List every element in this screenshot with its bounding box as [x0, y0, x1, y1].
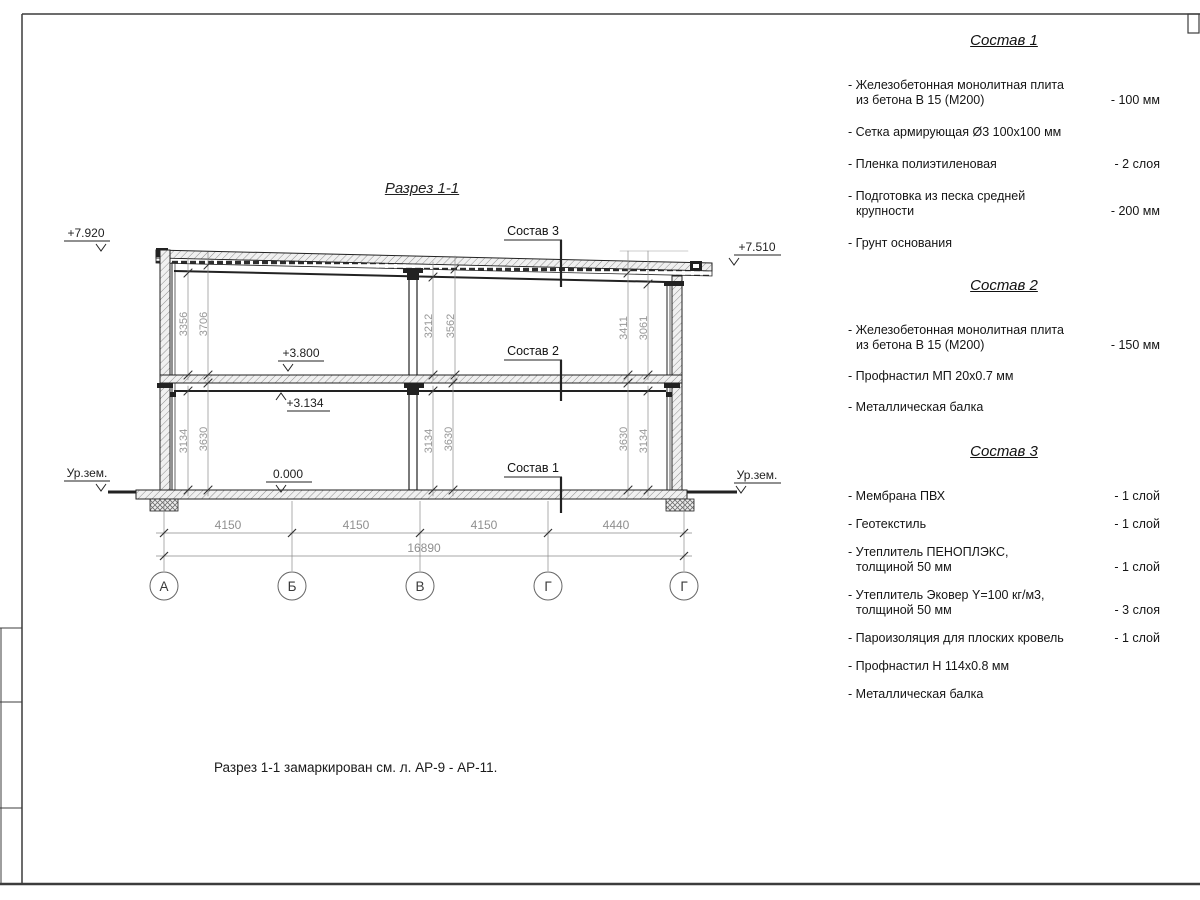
building-structure	[108, 248, 737, 511]
svg-text:+3.800: +3.800	[282, 346, 320, 360]
composition-2-title: Состав 2	[970, 277, 1038, 294]
dim-upper-6: 3061	[637, 315, 650, 341]
list-item: - Сетка армирующая Ø3 100х100 мм	[848, 125, 1062, 139]
ground-level-right	[734, 468, 781, 493]
callout-sostav-3: Состав 3	[507, 224, 559, 238]
composition-3-title: Состав 3	[970, 443, 1038, 460]
dim-upper-3: 3212	[422, 313, 435, 339]
axis-bubbles	[150, 572, 698, 600]
left-wall	[160, 250, 175, 490]
dim-upper-5: 3411	[617, 316, 630, 340]
axis-label-g2: Г	[680, 579, 688, 594]
dim-lower-4: 3630	[442, 426, 455, 452]
elevation-roof-left	[64, 226, 110, 251]
dim-upper-4: 3562	[444, 313, 457, 339]
dim-upper-1: 3356	[177, 311, 190, 337]
list-item: - Металлическая балка	[848, 400, 984, 414]
callout-sostav-2: Состав 2	[507, 344, 559, 358]
foundation-right	[666, 499, 694, 511]
composition-list-1	[848, 32, 1160, 268]
list-item: - Пленка полиэтиленовая - 2 слоя	[848, 157, 1160, 171]
list-item: - Профнастил Н 114х0.8 мм	[848, 659, 1010, 673]
left-margin-boxes	[0, 628, 22, 884]
dim-lower-3: 3134	[422, 428, 435, 454]
list-item: - Утеплитель ПЕНОПЛЭКС, толщиной 50 мм - 1 слой	[848, 545, 1160, 574]
elevation-floor-top	[278, 346, 324, 371]
list-item: - Профнастил МП 20х0.7 мм	[848, 369, 1014, 383]
axis-label-a: А	[159, 579, 169, 594]
callout-sostav-1: Состав 1	[507, 461, 559, 475]
corner-stamp-box	[1188, 14, 1199, 33]
roof	[156, 248, 712, 282]
elevation-beam-bottom	[276, 393, 330, 411]
axis-label-v: В	[415, 579, 425, 594]
elevation-roof-right	[729, 240, 781, 265]
dim-upper-2: 3706	[197, 311, 210, 337]
list-item: - Утеплитель Эковер Y=100 кг/м3, толщиной 50 мм - 3 слоя	[848, 588, 1160, 617]
composition-1-title: Состав 1	[970, 32, 1038, 49]
dim-lower-2: 3630	[197, 426, 210, 452]
dim-lower-5: 3630	[617, 426, 630, 452]
axis-label-b: Б	[287, 579, 297, 594]
list-item: - Железобетонная монолитная плита из бетона В 15 (М200) - 150 мм	[848, 323, 1160, 352]
ground-level-left	[64, 466, 110, 491]
composition-list-2	[848, 277, 1160, 431]
bay-dim-1: 4150	[214, 518, 242, 532]
svg-text:+7.510: +7.510	[738, 240, 776, 254]
dim-lower-6: 3134	[637, 428, 650, 454]
svg-text:0.000: 0.000	[272, 467, 304, 481]
bay-dim-3: 4150	[470, 518, 498, 532]
sheet-note: Разрез 1-1 замаркирован см. л. АР-9 - АР-11.	[214, 760, 498, 775]
svg-text:Ур.зем.: Ур.зем.	[736, 468, 778, 482]
dim-lower-1: 3134	[177, 428, 190, 454]
bay-dim-2: 4150	[342, 518, 370, 532]
bay-dim-4: 4440	[602, 518, 630, 532]
horizontal-dimensions	[156, 501, 692, 571]
total-dim: 16890	[407, 541, 441, 555]
floor-slab	[157, 375, 682, 397]
vertical-dimensions	[178, 251, 688, 496]
elevation-zero	[266, 467, 312, 492]
list-item: - Подготовка из песка средней крупности - 200 мм	[848, 189, 1160, 218]
list-item: - Геотекстиль - 1 слой	[848, 517, 1160, 531]
drawing-title: Разрез 1-1	[384, 180, 460, 197]
svg-text:+3.134: +3.134	[286, 396, 324, 410]
list-item: - Железобетонная монолитная плита из бетона В 15 (М200) - 100 мм	[848, 78, 1160, 107]
list-item: - Мембрана ПВХ - 1 слой	[848, 489, 1160, 503]
list-item: - Грунт основания	[848, 236, 953, 250]
list-item: - Пароизоляция для плоских кровель - 1 слой	[848, 631, 1160, 645]
composition-list-3	[848, 443, 1160, 715]
svg-text:Ур.зем.: Ур.зем.	[66, 466, 108, 480]
ground-slab	[108, 490, 737, 511]
list-item: - Металлическая балка	[848, 687, 984, 701]
axis-label-g1: Г	[544, 579, 552, 594]
svg-text:+7.920: +7.920	[67, 226, 105, 240]
